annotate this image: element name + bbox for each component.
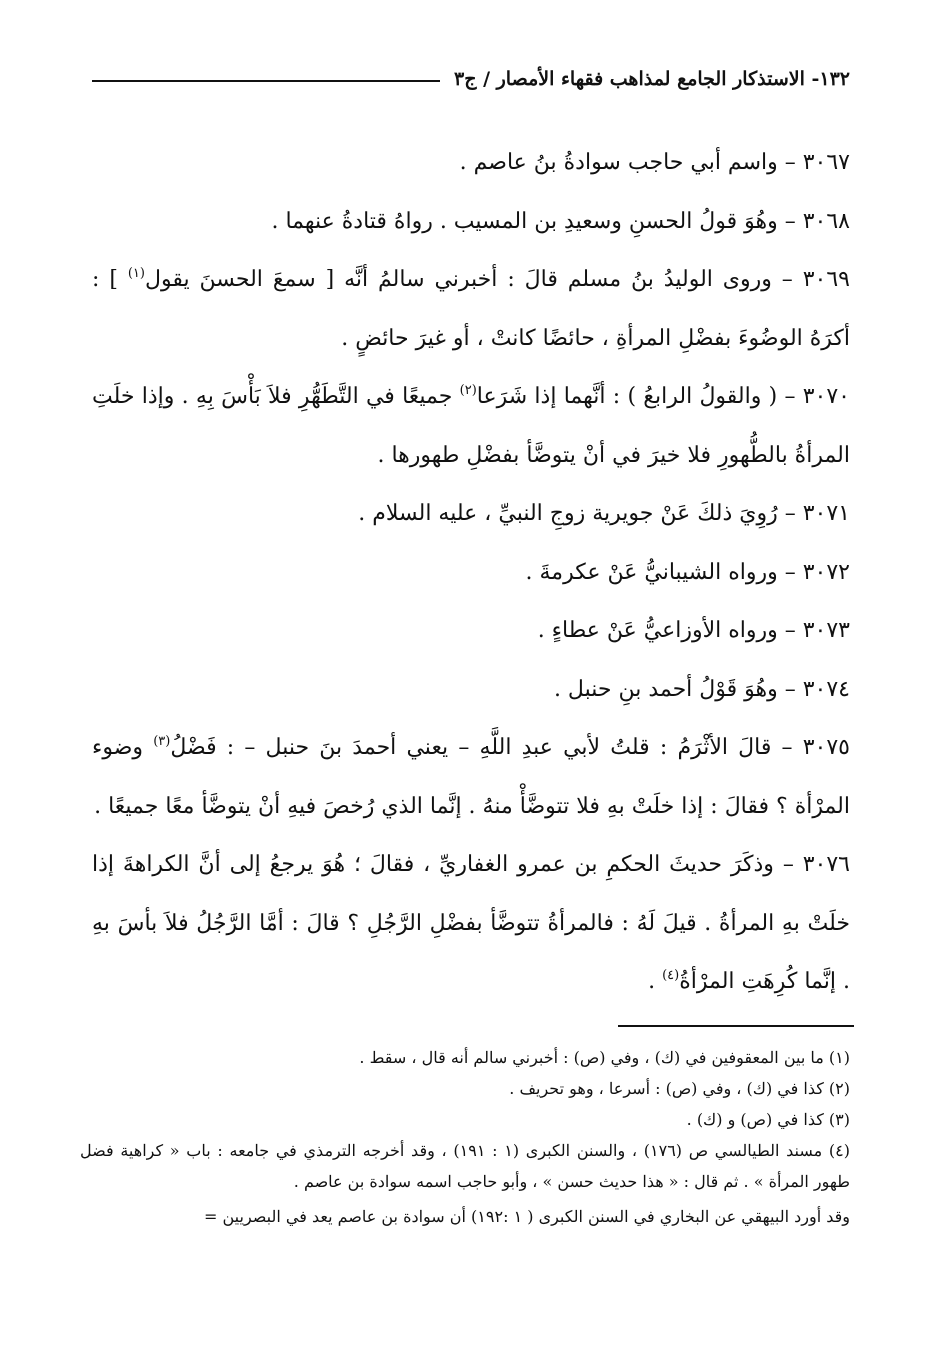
main-text [92,134,850,1012]
paragraph-text: وضوء المرْأة ؟ فقالَ : إذا خلَتْ بهِ فلا تتوضَّأْ منهُ . إنَّما الذي رُخصَ فيهِ أنْ يتوضَّأ معًا جميعًا . [92,735,850,819]
footnote-marker: (٣) [153,734,171,749]
paragraph-3068: ٣٠٦٨ – وهُوَ قولُ الحسنِ وسعيدِ بن المسيب . رواهُ قتادةُ عنهما . [271,208,850,234]
paragraph-3072: ٣٠٧٢ – ورواه الشيبانيُّ عَنْ عكرمةَ . [525,559,850,585]
paragraph-text: ٣٠٧٥ – قالَ الأثْرَمُ : قلتُ لأبي عبدِ اللَّهِ – يعني أحمدَ بنَ حنبل – : فَضْلُ [170,735,850,760]
paragraph-text: ٣٠٦٩ – وروى الوليدُ بنُ مسلم قالَ : أخبرني سالمُ أنَّه [ سمعَ الحسنَ يقول [144,267,850,292]
footnote-2: (٢) كذا في (ك) ، وفي (ص) : أسرعا ، وهو تحريف . [509,1079,850,1098]
paragraph-3073: ٣٠٧٣ – ورواه الأوزاعيُّ عَنْ عطاءٍ . [537,618,850,643]
paragraph-3075 [92,719,850,836]
paragraph-3067: ٣٠٦٧ – واسم أبي حاجب سوادةُ بنُ عاصم . [459,150,850,175]
paragraph-text: ] : أكرَهُ الوضُوءَ بفضْلِ المرأةِ ، حائضًا كانتْ ، أو غيرَ حائضٍ . [92,267,850,351]
footnote-separator [618,1025,854,1027]
header-title: ١٣٢- الاستذكار الجامع لمذاهب فقهاء الأمصار / ج٣ [453,68,850,90]
footnote-4: (٤) مسند الطيالسي ص (١٧٦) ، والسنن الكبرى (١ : ١٩١) ، وقد أخرجه الترمذي في جامعه : باب « كراهية فضل طهور المرأة » . ثم قال : « هذا حديث حسن » ، وأبو حاجب اسمه سوادة بن عاصم . [80,1141,850,1191]
footnote-marker: (٢) [459,383,477,398]
paragraph-3074: ٣٠٧٤ – وهُوَ قَوْلُ أحمد بنِ حنبل . [553,676,850,702]
paragraph-text: ٣٠٧٦ – وذكَرَ حديثَ الحكمِ بن عمرو الغفاريِّ ، فقالَ ؛ هُوَ يرجعُ إلى أنَّ الكراهةَ إذا خلَتْ بهِ المرأةُ . قيلَ لَهُ : فالمرأةُ تتوضَّأ بفضْلِ الرَّجُلِ ؟ قالَ : أمَّا الرَّجُلُ فلاَ بأسَ بهِ . إنَّما كُرِهَتِ المرْأةُ [92,852,850,994]
footnote-3: (٣) كذا في (ص) و (ك) . [686,1110,850,1129]
paragraph-text: . [648,969,663,994]
paragraph-text: جميعًا في التَّطَهُّرِ فلاَ بَأْسَ بِهِ . وإذا خلَتِ المرأةُ بالطُّهورِ فلا خيرَ في أنْ يتوضَّأ بفضْلِ طهورها . [92,384,850,468]
footnote-continuation: وقد أورد البيهقي عن البخاري في السنن الكبرى ( ١ :١٩٢) أن سوادة بن عاصم يعد في البصريين = [203,1207,850,1226]
running-header [92,62,850,96]
footnote-marker: (٤) [662,968,680,983]
paragraph-3071: ٣٠٧١ – رُوِيَ ذلكَ عَنْ جويرية زوجِ النبيِّ ، عليه السلام . [358,501,850,526]
paragraph-text: ٣٠٧٠ – ( والقولُ الرابعُ ) : أنَّهما إذا شَرَعا [476,384,850,409]
paragraph-3076 [92,836,850,1012]
footnote-1: (١) ما بين المعقوفين في (ك) ، وفي (ص) : أخبرني سالم أنه قال ، سقط . [359,1048,850,1067]
paragraph-3070 [92,368,850,485]
header-rule [92,80,440,82]
footnote-marker: (١) [127,266,145,281]
footnotes [80,1042,850,1232]
paragraph-3069 [92,251,850,368]
